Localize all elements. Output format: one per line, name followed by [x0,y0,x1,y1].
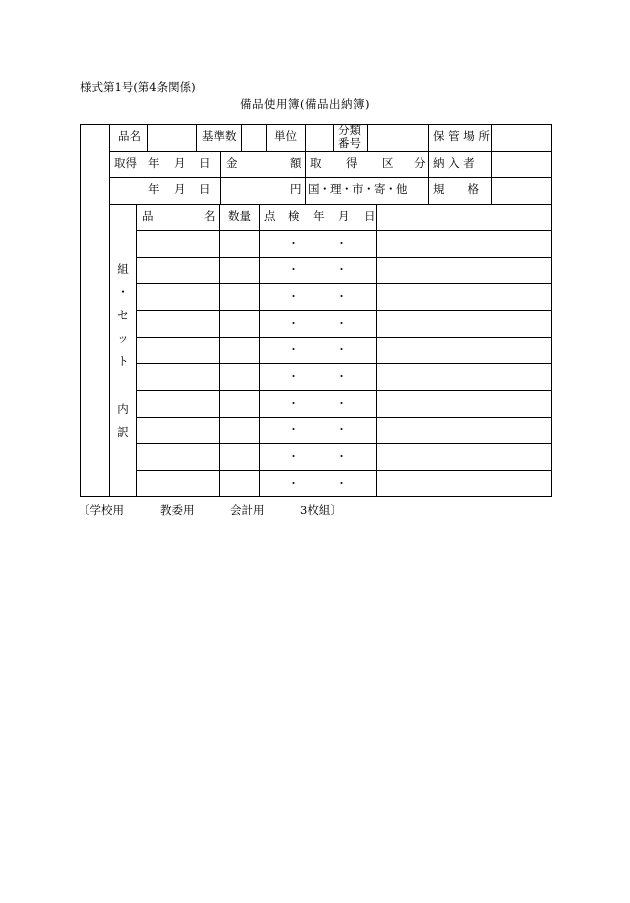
date-separator-dot: ・ [288,263,299,276]
inspection-day: 日 [364,209,376,223]
inspection-label-1: 点 [264,209,276,223]
set-breakdown-label-char: ・ [117,285,129,299]
acquisition-day: 日 [199,156,211,170]
form-title: 備品使用簿(備品出納簿) [240,97,370,111]
quantity-label: 数量 [228,209,251,223]
unit-label: 単位 [274,129,297,143]
date-separator-dot: ・ [288,237,299,250]
specification-label: 規 格 [433,182,479,196]
supplier-label: 納 入 者 [433,156,475,170]
date-separator-dot: ・ [288,423,299,436]
inspection-year: 年 [313,209,325,223]
storage-location-label: 保 管 場 所 [433,129,490,143]
form-number: 様式第1号(第4条関係) [80,80,196,94]
date-separator-dot: ・ [336,397,347,410]
yen-label: 円 [290,182,302,196]
inspection-month: 月 [338,209,350,223]
subitem-name-right: 名 [204,209,216,223]
acquisition-month: 月 [174,156,186,170]
inspection-label-2: 検 [288,209,300,223]
classification-label-1: 分類 [338,123,361,137]
date-separator-dot: ・ [336,450,347,463]
acquisition-label: 取得 [114,156,137,170]
date-separator-dot: ・ [288,370,299,383]
date-separator-dot: ・ [288,397,299,410]
subitem-name-left: 品 [142,209,154,223]
date-separator-dot: ・ [288,450,299,463]
date-separator-dot: ・ [336,317,347,330]
second-month: 月 [174,182,186,196]
item-name-label: 品名 [118,129,141,143]
standard-quantity-label: 基準数 [202,129,237,143]
date-separator-dot: ・ [288,317,299,330]
copy-label-accounting: 会計用 [230,503,265,517]
date-separator-dot: ・ [336,237,347,250]
date-separator-dot: ・ [336,370,347,383]
date-separator-dot: ・ [336,423,347,436]
acquisition-year: 年 [148,156,160,170]
category-label-1: 取 [310,156,322,170]
date-separator-dot: ・ [336,290,347,303]
date-separator-dot: ・ [288,343,299,356]
set-breakdown-label-char: 組 [117,262,129,276]
date-separator-dot: ・ [336,263,347,276]
date-separator-dot: ・ [336,477,347,490]
classification-label-2: 番号 [338,136,361,150]
category-label-3: 区 [382,156,394,170]
category-label-4: 分 [414,156,426,170]
set-breakdown-label-char: 内 [117,402,129,416]
date-separator-dot: ・ [288,477,299,490]
set-breakdown-label-char: ッ [117,331,129,345]
category-label-2: 得 [346,156,358,170]
date-separator-dot: ・ [288,290,299,303]
second-year: 年 [148,182,160,196]
set-breakdown-label-char: ト [117,354,129,368]
second-day: 日 [199,182,211,196]
set-breakdown-label-char: セ [117,308,129,322]
copy-label-count: 3枚組〕 [300,503,342,517]
set-breakdown-label-char: 訳 [117,425,129,439]
copy-label-school: 〔学校用 [78,503,124,517]
amount-label-right: 額 [290,156,302,170]
date-separator-dot: ・ [336,343,347,356]
copy-label-board: 教委用 [160,503,195,517]
funding-source-options: 国・理・市・寄・他 [308,182,407,196]
amount-label-left: 金 [226,156,238,170]
